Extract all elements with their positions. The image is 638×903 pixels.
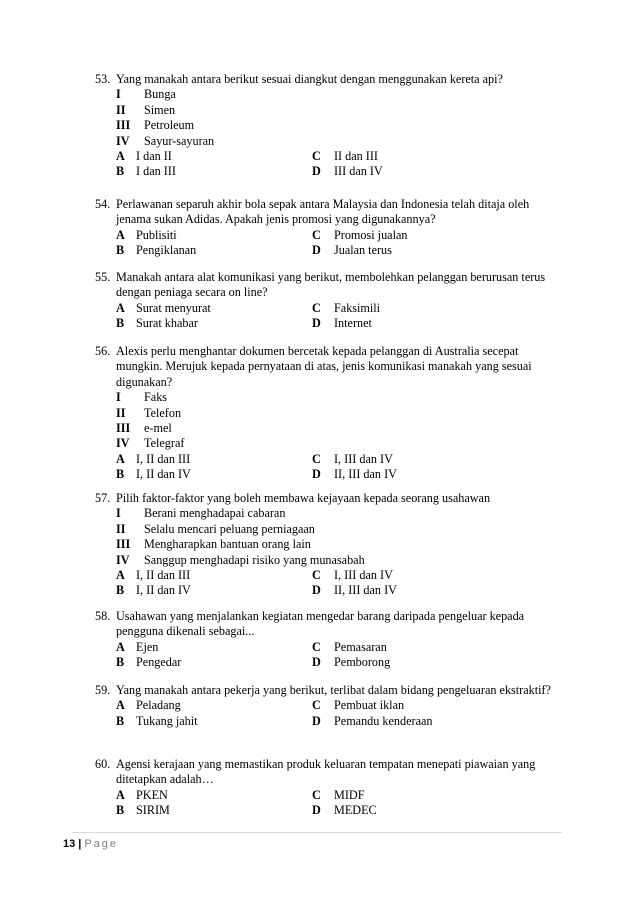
roman-item	[116, 436, 565, 451]
option-b-text: I dan III	[136, 164, 176, 179]
option-d-text: II, III dan IV	[334, 583, 397, 598]
option-row	[116, 788, 565, 803]
question-number: 58.	[95, 609, 111, 623]
option-row	[116, 316, 565, 331]
option-d-label: D	[312, 655, 321, 670]
roman-text: Sayur-sayuran	[144, 133, 215, 148]
roman-text: Faks	[144, 390, 168, 405]
roman-text: Berani menghadapai cabaran	[144, 506, 286, 521]
option-a-text: PKEN	[136, 787, 168, 802]
option-a-text: Surat menyurat	[136, 300, 211, 315]
question-text: Yang manakah antara pekerja yang berikut, terlibat dalam bidang pengeluaran ekstraktif?	[116, 683, 551, 697]
page-label: Page	[84, 838, 119, 850]
option-b-label: B	[116, 583, 125, 598]
option-a-text: Peladang	[136, 698, 181, 713]
question-text: Manakah antara alat komunikasi yang berikut, membolehkan pelanggan berurusan terus dengan peniaga secara on line?	[116, 270, 546, 300]
option-d-text: Pemandu kenderaan	[334, 713, 433, 728]
option-d-text: Internet	[334, 316, 372, 331]
option-a-text: Ejen	[136, 639, 159, 654]
roman-text: Mengharapkan bantuan orang lain	[144, 537, 311, 552]
option-c-label: C	[312, 451, 321, 466]
roman-item	[116, 506, 565, 521]
roman-label: II	[116, 405, 126, 420]
roman-label: III	[116, 421, 131, 435]
option-c-text: Promosi jualan	[334, 227, 408, 242]
option-row	[116, 655, 565, 670]
roman-text: e-mel	[144, 421, 172, 435]
option-d-text: II, III dan IV	[334, 467, 397, 482]
option-a-label: A	[116, 300, 125, 315]
roman-label: I	[116, 506, 121, 521]
option-a-label: A	[116, 787, 125, 802]
option-b-label: B	[116, 316, 125, 331]
option-c-text: I, III dan IV	[334, 567, 393, 582]
question-text: Usahawan yang menjalankan kegiatan mengedar barang daripada pengeluar kepada pengguna dikenali sebagai...	[116, 609, 525, 639]
option-b-text: Surat khabar	[136, 316, 198, 331]
question-text: Pilih faktor-faktor yang boleh membawa kejayaan kepada seorang usahawan	[116, 491, 491, 505]
option-c-label: C	[312, 567, 321, 582]
roman-item	[116, 118, 565, 133]
roman-item	[116, 421, 565, 436]
question-54	[95, 197, 565, 259]
option-row	[116, 568, 565, 583]
question-58	[95, 609, 565, 671]
question-60	[95, 757, 565, 819]
roman-text: Sanggup menghadapi risiko yang munasabah	[144, 552, 365, 567]
option-d-label: D	[312, 467, 321, 482]
roman-text: Telefon	[144, 405, 182, 420]
question-number: 54.	[95, 197, 111, 211]
question-57	[95, 491, 565, 599]
roman-label: IV	[116, 133, 130, 148]
option-row	[116, 164, 565, 179]
option-row	[116, 301, 565, 316]
option-a-label: A	[116, 451, 125, 466]
question-text: Yang manakah antara berikut sesuai diangkut dengan menggunakan kereta api?	[116, 72, 503, 86]
option-row	[116, 583, 565, 598]
page-footer	[63, 838, 118, 850]
roman-text: Bunga	[144, 87, 176, 102]
option-d-label: D	[312, 713, 321, 728]
option-d-label: D	[312, 243, 321, 258]
option-b-text: Pengiklanan	[136, 243, 197, 258]
option-d-label: D	[312, 583, 321, 598]
question-number: 55.	[95, 270, 111, 284]
option-b-text: I, II dan IV	[136, 467, 191, 482]
option-row	[116, 803, 565, 818]
option-d-text: III dan IV	[334, 164, 383, 179]
question-56	[95, 344, 565, 483]
option-d-label: D	[312, 164, 321, 179]
option-c-label: C	[312, 698, 321, 713]
option-b-text: SIRIM	[136, 803, 170, 818]
option-a-text: I dan II	[136, 148, 172, 163]
roman-item	[116, 406, 565, 421]
option-c-label: C	[312, 148, 321, 163]
option-a-text: I, II dan III	[136, 567, 191, 582]
option-d-text: Pemborong	[334, 655, 391, 670]
option-b-label: B	[116, 713, 125, 728]
option-row	[116, 243, 565, 258]
roman-item	[116, 87, 565, 102]
option-a-label: A	[116, 148, 125, 163]
option-a-label: A	[116, 227, 125, 242]
roman-label: III	[116, 537, 131, 552]
roman-label: IV	[116, 436, 130, 451]
question-59	[95, 683, 565, 729]
option-d-text: Jualan terus	[334, 243, 392, 258]
option-c-label: C	[312, 787, 321, 802]
roman-text: Telegraf	[144, 436, 185, 451]
roman-item	[116, 134, 565, 149]
option-a-text: Publisiti	[136, 227, 177, 242]
page-number: 13	[63, 838, 76, 850]
option-b-label: B	[116, 655, 125, 670]
option-c-text: II dan III	[334, 148, 378, 163]
question-number: 59.	[95, 683, 111, 697]
question-number: 57.	[95, 491, 111, 505]
question-text: Perlawanan separuh akhir bola sepak antara Malaysia dan Indonesia telah ditaja oleh jenama sukan Adidas. Apakah jenis promosi yang digunakannya?	[116, 197, 530, 227]
option-c-label: C	[312, 227, 321, 242]
option-b-text: I, II dan IV	[136, 583, 191, 598]
roman-label: I	[116, 390, 121, 405]
roman-item	[116, 537, 565, 552]
roman-text: Simen	[144, 102, 176, 117]
question-number: 56.	[95, 344, 111, 358]
question-53	[95, 72, 565, 180]
roman-item	[116, 103, 565, 118]
option-a-label: A	[116, 639, 125, 654]
option-c-label: C	[312, 300, 321, 315]
option-a-label: A	[116, 698, 125, 713]
question-number: 60.	[95, 757, 111, 771]
option-b-text: Pengedar	[136, 655, 182, 670]
option-row	[116, 714, 565, 729]
option-c-text: Faksimili	[334, 300, 381, 315]
option-c-text: Pembuat iklan	[334, 698, 405, 713]
option-row	[116, 467, 565, 482]
option-b-text: Tukang jahit	[136, 713, 198, 728]
roman-label: IV	[116, 552, 130, 567]
option-row	[116, 452, 565, 467]
option-c-label: C	[312, 639, 321, 654]
roman-label: III	[116, 118, 131, 133]
option-a-text: I, II dan III	[136, 451, 191, 466]
question-text: Alexis perlu menghantar dokumen bercetak kepada pelanggan di Australia secepat mungkin. Merujuk kepada pernyataan di atas, jenis komunikasi manakah yang sesuai digunakan?	[116, 344, 532, 389]
question-55	[95, 270, 565, 332]
option-b-label: B	[116, 164, 125, 179]
roman-label: II	[116, 521, 126, 536]
roman-item	[116, 522, 565, 537]
option-d-label: D	[312, 316, 321, 331]
option-b-label: B	[116, 803, 125, 818]
footer-divider	[72, 832, 562, 833]
option-b-label: B	[116, 243, 125, 258]
option-row	[116, 640, 565, 655]
option-b-label: B	[116, 467, 125, 482]
option-d-label: D	[312, 803, 321, 818]
option-c-text: Pemasaran	[334, 639, 387, 654]
option-d-text: MEDEC	[334, 803, 377, 818]
footer-separator: |	[78, 838, 82, 850]
option-row	[116, 698, 565, 713]
option-a-label: A	[116, 567, 125, 582]
roman-label: II	[116, 102, 126, 117]
roman-item	[116, 553, 565, 568]
option-row	[116, 228, 565, 243]
option-row	[116, 149, 565, 164]
option-c-text: I, III dan IV	[334, 451, 393, 466]
roman-item	[116, 390, 565, 405]
roman-text: Petroleum	[144, 118, 195, 133]
option-c-text: MIDF	[334, 787, 365, 802]
roman-label: I	[116, 87, 121, 102]
question-number: 53.	[95, 72, 111, 86]
question-text: Agensi kerajaan yang memastikan produk keluaran tempatan menepati piawaian yang ditetapkan adalah…	[116, 757, 536, 787]
roman-text: Selalu mencari peluang perniagaan	[144, 521, 315, 536]
